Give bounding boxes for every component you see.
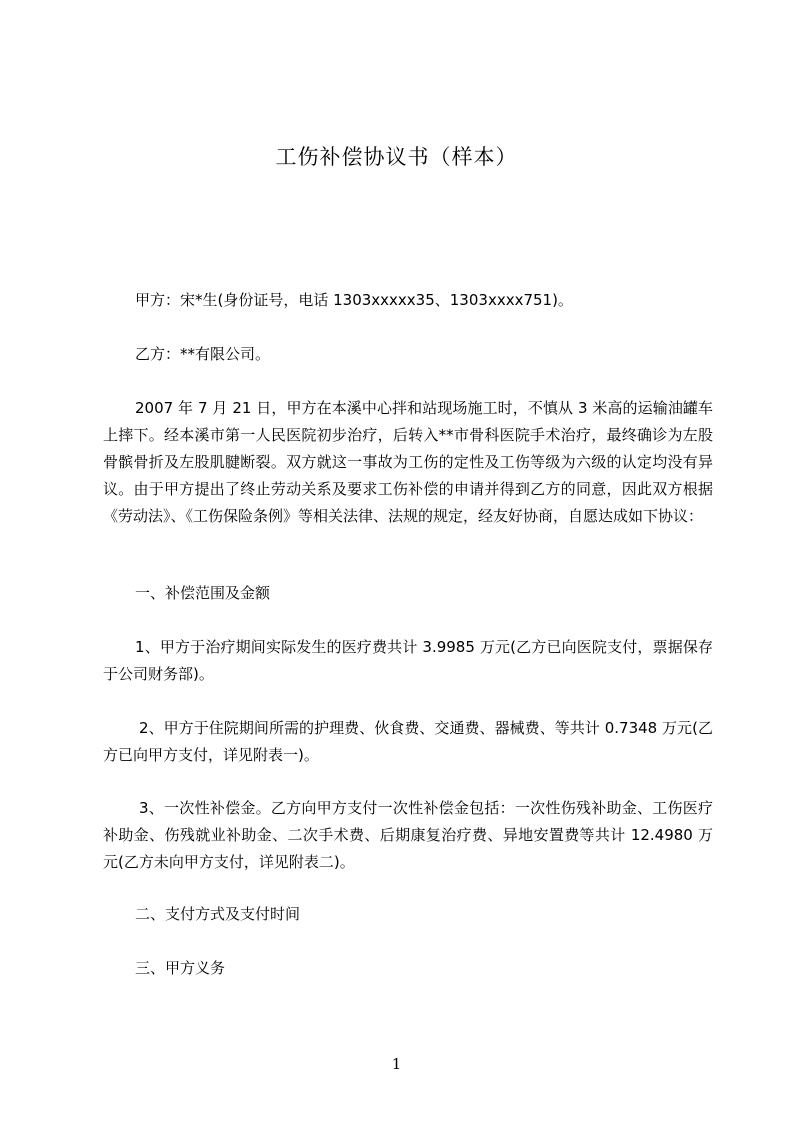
section-heading-party-a-obligations: 三、甲方义务 (135, 959, 226, 977)
page-number: 1 (391, 1055, 402, 1073)
compensation-item-3: 3、一次性补偿金。乙方向甲方支付一次性补偿金包括：一次性伤残补助金、工伤医疗补助金、伤残就业补助金、二次手术费、后期康复治疗费、异地安置费等共计 12.4980 万元(乙方未向甲方支付，详见附表二)。 (103, 799, 713, 871)
compensation-item-2: 2、甲方于住院期间所需的护理费、伙食费、交通费、器械费、等共计 0.7348 万元(乙方已向甲方支付，详见附表一)。 (103, 719, 713, 764)
party-a-paragraph: 甲方：宋*生(身份证号，电话 1303xxxxx35、1303xxxx751)。 (135, 291, 573, 309)
section-heading-payment: 二、支付方式及支付时间 (135, 905, 301, 923)
document-title: 工伤补偿协议书（样本） (275, 145, 518, 169)
compensation-item-1: 1、甲方于治疗期间实际发生的医疗费共计 3.9985 万元(乙方已向医院支付，票据保存于公司财务部)。 (103, 638, 713, 683)
section-heading-compensation: 一、补偿范围及金额 (135, 584, 271, 602)
party-b-paragraph: 乙方：**有限公司。 (135, 345, 271, 363)
background-paragraph: 2007 年 7 月 21 日，甲方在本溪中心拌和站现场施工时，不慎从 3 米高的运输油罐车上摔下。经本溪市第一人民医院初步治疗，后转入**市骨科医院手术治疗，最终确诊为左股骨髌骨折及左股肌腱断裂。双方就这一事故为工伤的定性及工伤等级为六级的认定均没有异议。由于甲方提出了终止劳动关系及要求工伤补偿的申请并得到乙方的同意，因此双方根据《劳动法》、《工伤保险条例》等相关法律、法规的规定，经友好协商，自愿达成如下协议： (103, 399, 713, 525)
